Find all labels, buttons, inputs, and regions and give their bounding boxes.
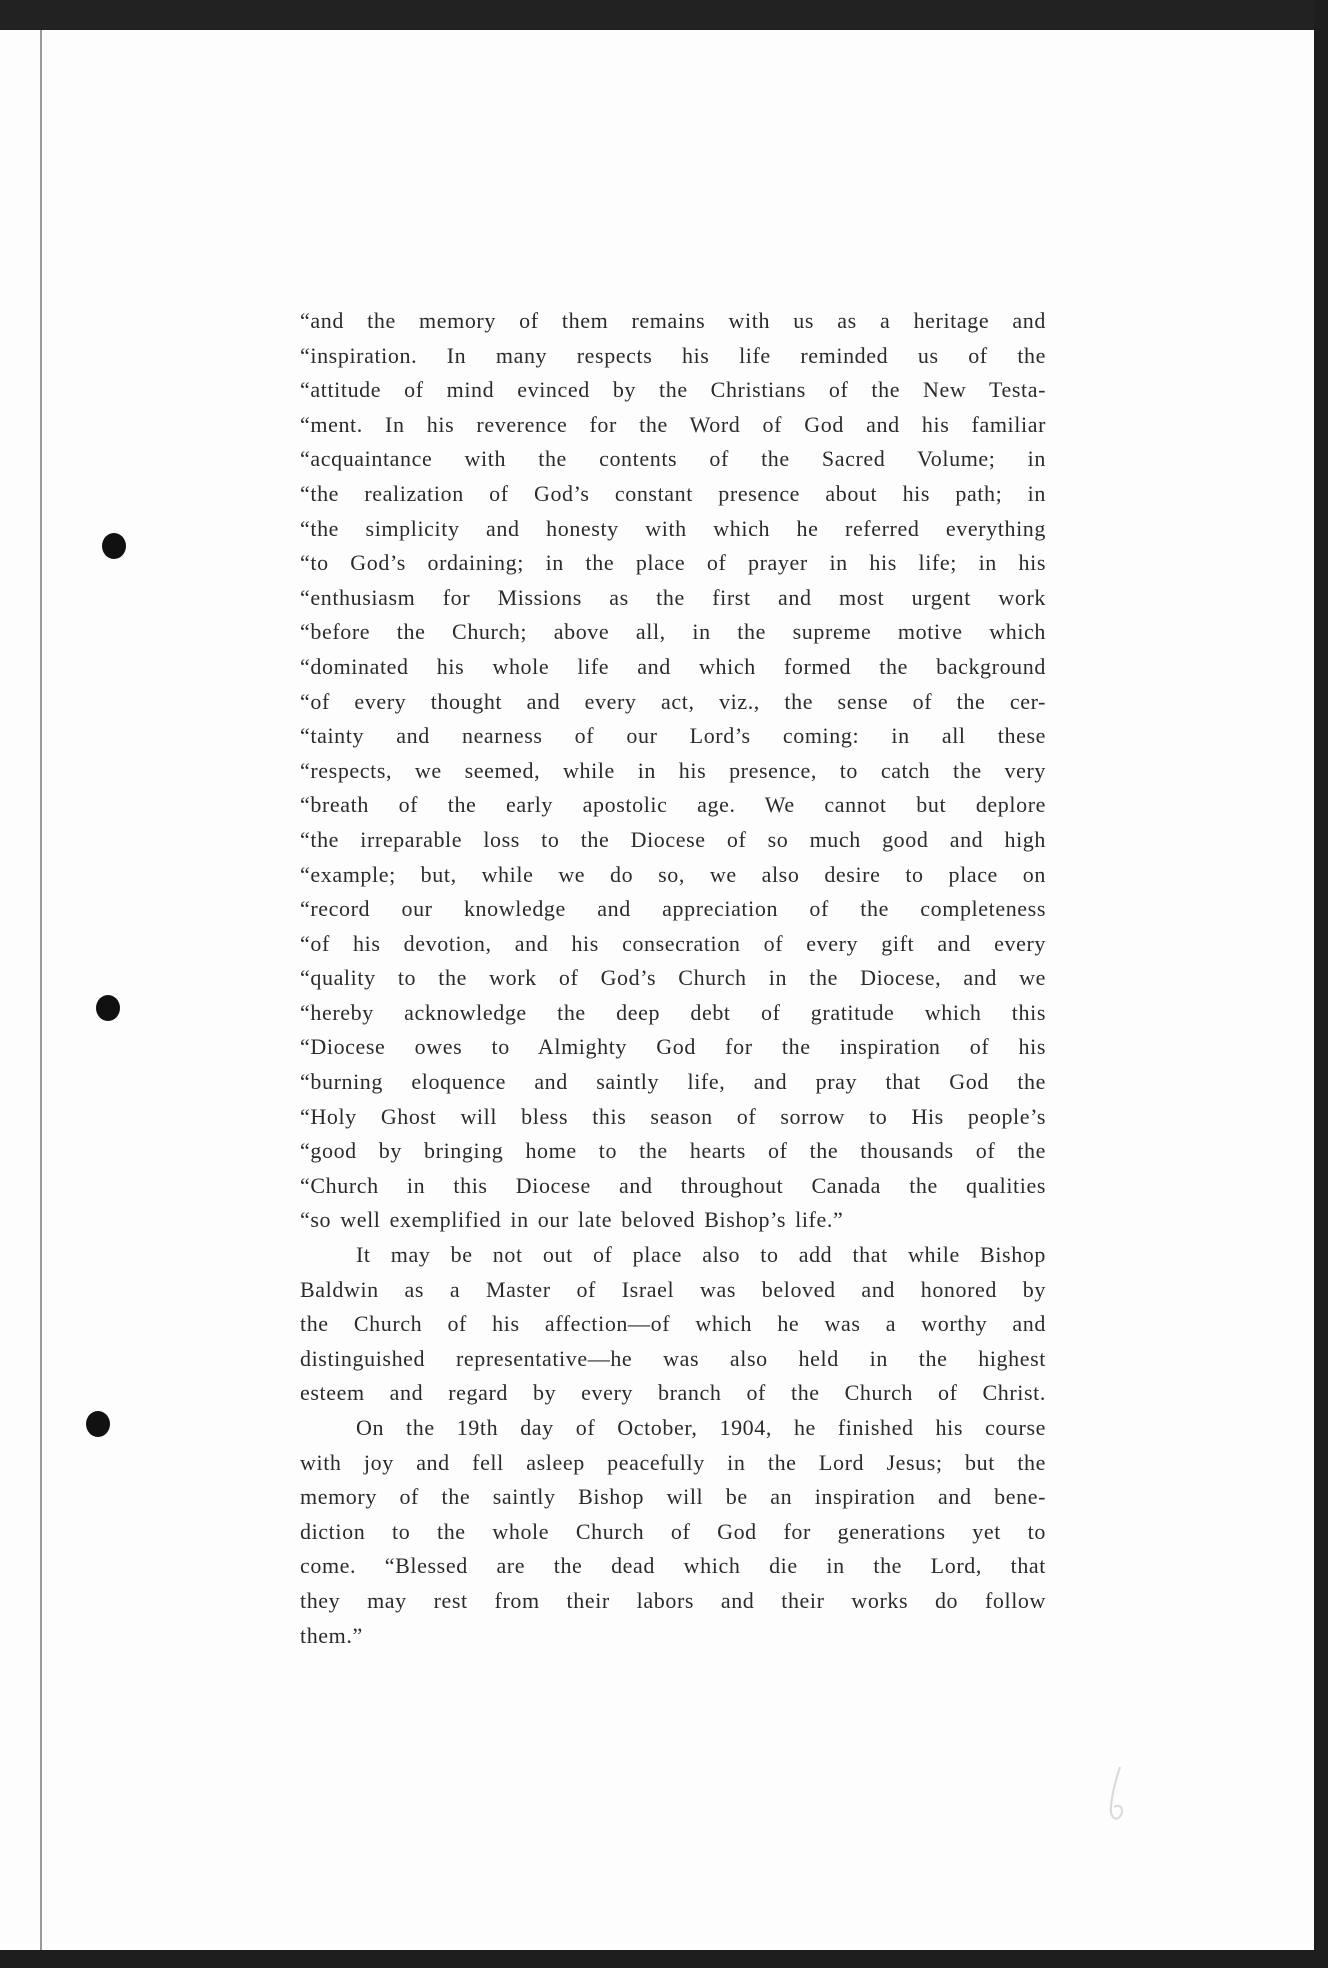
text-line: “of his devotion, and his consecration of every gift and every (300, 930, 1046, 956)
scan-bottom-border (0, 1950, 1328, 1968)
text-line: “good by bringing home to the hearts of the thousands of the (300, 1138, 1046, 1164)
paragraph-start-line: It may be not out of place also to add that while Bishop (356, 1242, 1046, 1268)
scan-top-border (0, 0, 1328, 30)
text-line: “ment. In his reverence for the Word of God and his familiar (300, 411, 1046, 437)
text-line: “hereby acknowledge the deep debt of gratitude which this (300, 999, 1046, 1025)
text-line: come. “Blessed are the dead which die in the Lord, that (300, 1553, 1046, 1579)
text-line: “to God’s ordaining; in the place of prayer in his life; in his (300, 550, 1046, 576)
paragraph-start-line: On the 19th day of October, 1904, he finished his course (356, 1415, 1046, 1440)
text-line: “of every thought and every act, viz., the sense of the cer- (300, 688, 1046, 714)
text-line: “quality to the work of God’s Church in the Diocese, and we (300, 965, 1046, 991)
text-line: them.” (300, 1622, 363, 1648)
text-line: “tainty and nearness of our Lord’s coming: in all these (300, 723, 1046, 749)
text-line: “Diocese owes to Almighty God for the inspiration of his (300, 1034, 1046, 1060)
text-line: Baldwin as a Master of Israel was beloved and honored by (300, 1276, 1046, 1302)
punch-hole (96, 995, 120, 1021)
text-line: “attitude of mind evinced by the Christians of the New Testa- (300, 377, 1046, 403)
text-line: “the irreparable loss to the Diocese of so much good and high (300, 826, 1046, 852)
document-page (0, 30, 1314, 1950)
text-line: diction to the whole Church of God for generations yet to (300, 1518, 1046, 1544)
text-line: memory of the saintly Bishop will be an inspiration and bene- (300, 1484, 1046, 1510)
text-line: “Holy Ghost will bless this season of sorrow to His people’s (300, 1103, 1046, 1129)
text-line: “respects, we seemed, while in his presence, to catch the very (300, 757, 1046, 783)
text-line: “inspiration. In many respects his life reminded us of the (300, 342, 1046, 368)
binding-edge (40, 30, 42, 1950)
text-line: “so well exemplified in our late beloved Bishop’s life.” (300, 1207, 844, 1233)
text-line: with joy and fell asleep peacefully in the Lord Jesus; but the (300, 1449, 1046, 1475)
text-line: “before the Church; above all, in the supreme motive which (300, 619, 1046, 645)
text-line: esteem and regard by every branch of the Church of Christ. (300, 1380, 1046, 1406)
text-line: “Church in this Diocese and throughout Canada the qualities (300, 1172, 1046, 1198)
text-line: “record our knowledge and appreciation of the completeness (300, 896, 1046, 922)
text-line: “enthusiasm for Missions as the first and most urgent work (300, 584, 1046, 610)
text-line: “and the memory of them remains with us as a heritage and (300, 308, 1046, 333)
scan-right-border (1314, 0, 1328, 1968)
text-line: “example; but, while we do so, we also desire to place on (300, 861, 1046, 887)
text-line: the Church of his affection—of which he was a worthy and (300, 1311, 1046, 1337)
punch-hole (86, 1411, 110, 1437)
text-line: “burning eloquence and saintly life, and pray that God the (300, 1069, 1046, 1095)
pencil-mark (1108, 1765, 1126, 1825)
text-line: “the realization of God’s constant presence about his path; in (300, 480, 1046, 506)
text-line: “the simplicity and honesty with which he referred everything (300, 515, 1046, 541)
text-line: “breath of the early apostolic age. We cannot but deplore (300, 792, 1046, 818)
text-line: “acquaintance with the contents of the Sacred Volume; in (300, 446, 1046, 472)
body-text (300, 304, 1046, 1653)
punch-hole (102, 533, 126, 559)
text-line: distinguished representative—he was also held in the highest (300, 1345, 1046, 1371)
text-line: “dominated his whole life and which formed the background (300, 653, 1046, 679)
text-line: they may rest from their labors and their works do follow (300, 1587, 1046, 1613)
